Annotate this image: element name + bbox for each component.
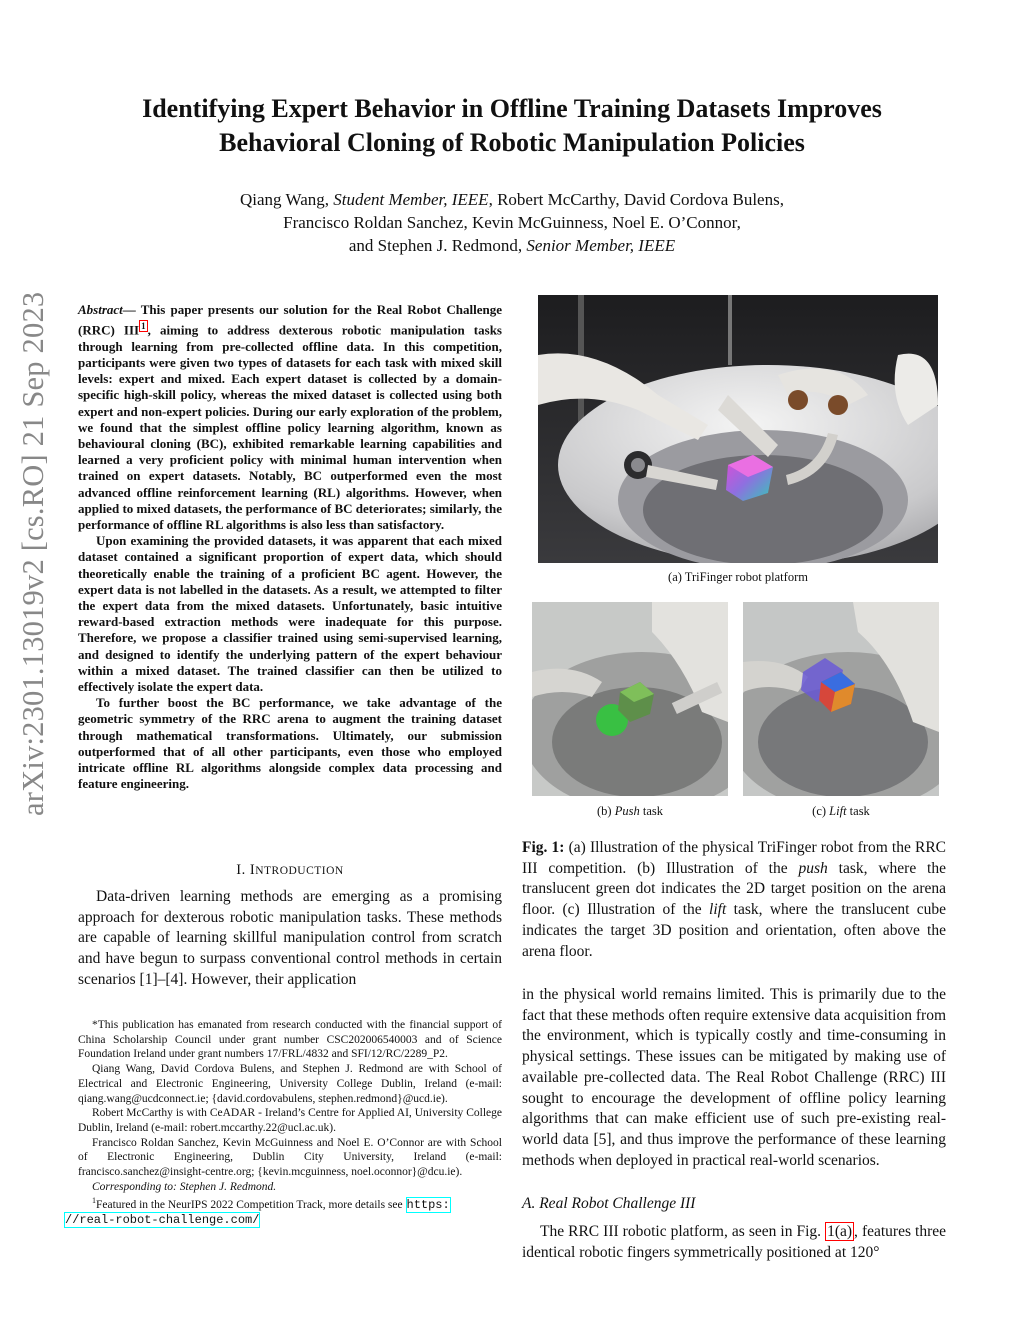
caption-b-rest: task [639, 804, 663, 818]
abstract-text: — This paper presents our solution for the Real Robot Challenge (RRC) III [78, 302, 502, 338]
subsection-heading-rrc: A. Real Robot Challenge III [522, 1195, 696, 1212]
footnote-affiliation-ucd: Qiang Wang, David Cordova Bulens, and Stephen J. Redmond are with School of Electrical and Electronic Engineering, University College Dublin, Ireland (e-mail: qiang.wang@ucdconnect.ie; {david.cordovabulens, stephen.redmond}@ucd.ie). [78, 1063, 502, 1105]
figure-push-task [532, 602, 728, 796]
section-initial: I [249, 862, 256, 878]
caption-push: push [798, 859, 828, 877]
footnote-corresponding: Corresponding to: Stephen J. Redmond. [92, 1180, 277, 1193]
push-task-image [532, 602, 728, 796]
figure-label: Fig. 1: [522, 839, 565, 856]
lift-task-image [743, 602, 939, 796]
caption-text: task, where the translucent green dot indicates the 2D target position on the arena floor. (c) Illustration of the [522, 859, 946, 919]
trifinger-image [538, 295, 938, 563]
author-text: and Stephen J. Redmond, [348, 236, 527, 255]
author-membership: Student Member, IEEE [333, 190, 489, 209]
caption-text: task, where the translucent cube indicates the target 3D position and orientation, often above the arena floor. [522, 901, 947, 960]
author-text: Francisco Roldan Sanchez, Kevin McGuinness, Noel E. O’Connor, [283, 213, 741, 232]
figure-trifinger-platform [538, 295, 938, 563]
competition-url-link-cont[interactable]: //real-robot-challenge.com/ [65, 1212, 260, 1227]
abstract-paragraph-2: Upon examining the provided datasets, it was apparent that each mixed dataset contained a significant proportion of expert data, which should theoretically enable the training of a proficient BC agent. However, the expert data is not labelled in the datasets. As a result, we attempted to filter the expert data from the mixed datasets. Unfortunately, basic intuitive reward-based extraction methods were inadequate for this purpose. Therefore, we propose a classifier trained using semi-supervised learning, and designed to identify the underlying pattern of the expert behaviour within a mixed dataset. The trained classifier can then be utilized to effectively isolate the expert data. [78, 533, 502, 694]
caption-text: (a) Illustration of the physical TriFinger robot from the RRC III competition. (b) Illustration of the [522, 839, 947, 877]
footnote-affiliation-ceadar: Robert McCarthy is with CeADAR - Ireland’s Centre for Applied AI, University College Dublin, Ireland (e-mail: robert.mccarthy.22@ucl.ac.uk). [78, 1107, 502, 1134]
author-list [120, 188, 904, 257]
author-membership: Senior Member, IEEE [526, 236, 676, 255]
author-text: , Robert McCarthy, David Cordova Bulens, [488, 190, 784, 209]
footnotes [65, 1018, 502, 1228]
caption-b-label: (b) [597, 804, 615, 818]
caption-lift: lift [709, 901, 727, 919]
figure-lift-task [743, 602, 939, 796]
abstract-label: Abstract [78, 302, 123, 317]
caption-a: (a) TriFinger robot platform [668, 570, 808, 584]
abstract [78, 302, 502, 792]
footnote-competition [65, 1194, 502, 1227]
competition-url-link[interactable]: https: [406, 1198, 450, 1213]
paper-title [60, 92, 964, 160]
title-line-2: Behavioral Cloning of Robotic Manipulation Policies [219, 128, 805, 157]
footnote-text: Featured in the NeurIPS 2022 Competition Track, more details see [96, 1199, 406, 1212]
abstract-paragraph-3: To further boost the BC performance, we take advantage of the geometric symmetry of the RRC arena to augment the training dataset through mathematical transformations. Ultimately, our submission outperformed that of all other participants, even those who employed intricate offline RL algorithms alongside complex data processing and feature engineering. [78, 695, 502, 792]
caption-b-task: Push [614, 804, 640, 818]
right-column-paragraph: in the physical world remains limited. This is primarily due to the fact that these methods often require extensive data acquisition from the environment, which is typically costly and time-consuming in physical settings. These issues can be mitigated by making use of available pre-collected data. The Real Robot Challenge (RRC) III sought to encourage the development of offline policy learning algorithms that can make efficient use of such pre-existing real-world data [5], and thus improve the performance of these learning methods when deployed in practical real-world scenarios. [522, 986, 946, 1169]
section-heading-introduction [78, 862, 502, 879]
intro-paragraph: Data-driven learning methods are emerging as a promising approach for dexterous robotic manipulation tasks. These methods are capable of learning skillful manipulation control from scratch and have begun to surpass conventional control methods in certain scenarios [1]–[4]. However, their application [78, 888, 502, 988]
caption-c-label: (c) [812, 804, 830, 818]
rrc-text: , features three identical robotic fingers symmetrically positioned at 120° [522, 1223, 947, 1261]
footnote-affiliation-dcu: Francisco Roldan Sanchez, Kevin McGuinness and Noel E. O’Connor are with School of Electronic Engineering, Dublin City University, Ireland (e-mail: francisco.sanchez@insight-centre.org; {kevin.mcguinness, noel.oconnor}@dcu.ie). [78, 1136, 502, 1179]
caption-b [532, 804, 728, 819]
figure-1-caption [522, 838, 946, 962]
abstract-text: , aiming to address dexterous robotic manipulation tasks through learning from pre-collected offline data. In this competition, participants were given two types of datasets for each task with mixed skill levels: expert and mixed. Each expert dataset is collected by a domain-specific high-skill policy, whereas the mixed dataset is collected using both expert and non-expert policies. During our early exploration of the problem, we found that the simplest offline policy learning algorithm, known as behavioural cloning (BC), exhibited remarkable learning capabilities and learned a very proficient policy with minimal human intervention when trained on expert datasets. Notably, BC outperformed even the most advanced offline reinforcement learning (RL) algorithms. However, when applied to mixed datasets, the performance of BC deteriorates; similarly, the performance of offline RL algorithms is also less than satisfactory. [78, 322, 502, 532]
section-title-rest: NTRODUCTION [255, 865, 344, 877]
author-text: Qiang Wang, [240, 190, 334, 209]
caption-c [743, 804, 939, 819]
caption-c-task: Lift [829, 804, 847, 818]
footnote-ref-link[interactable]: 1 [141, 321, 146, 332]
footnote-funding: *This publication has emanated from research conducted with the financial support of China Scholarship Council under grant number CSC202006540003 and of Science Foundation Ireland under grant numbers 17/FRL/4832 and SFI/12/RC/2289_P2. [78, 1019, 502, 1061]
section-number: I. [236, 862, 250, 878]
rrc-text: The RRC III robotic platform, as seen in Fig. [540, 1223, 826, 1240]
caption-c-rest: task [846, 804, 870, 818]
title-line-1: Identifying Expert Behavior in Offline Training Datasets Improves [142, 94, 882, 123]
figure-ref-link[interactable]: 1(a) [827, 1223, 853, 1240]
abstract-paragraph-1 [78, 302, 502, 533]
footnote-mark: 1 [92, 1196, 96, 1206]
rrc-paragraph [522, 1222, 946, 1263]
arxiv-identifier: arXiv:2301.13019v2 [cs.RO] 21 Sep 2023 [16, 291, 50, 816]
